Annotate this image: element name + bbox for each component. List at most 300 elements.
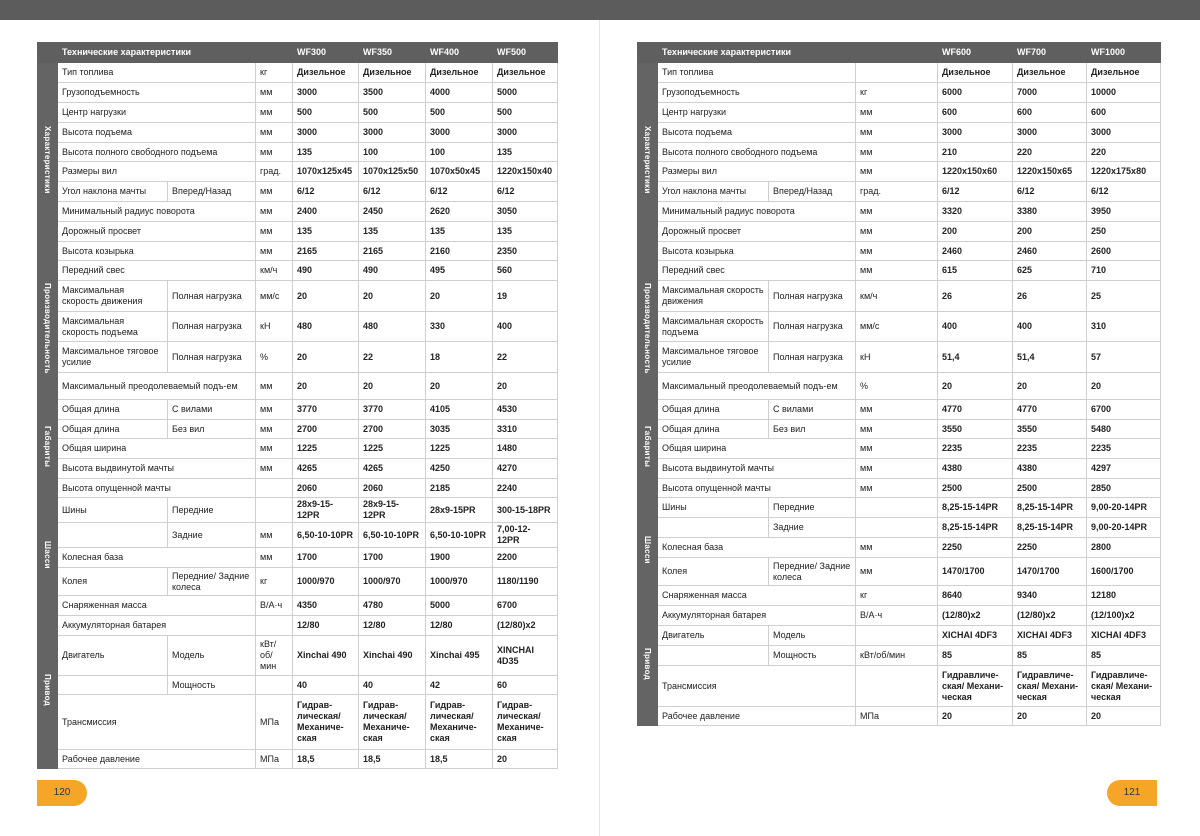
spec-row xyxy=(638,373,1161,400)
value-cell: 400 xyxy=(938,312,1013,342)
param-condition: Полная нагрузка xyxy=(769,281,856,312)
unit-cell xyxy=(856,498,938,518)
value-cell: 3050 xyxy=(493,202,558,222)
value-cell: 85 xyxy=(1013,646,1087,666)
unit-cell: мм xyxy=(256,123,293,143)
value-cell: 135 xyxy=(426,222,493,242)
param-name: Угол наклона мачты xyxy=(58,182,168,202)
value-cell: Гидравличе-ская/ Механи-ческая xyxy=(938,666,1013,707)
unit-cell: мм xyxy=(856,103,938,123)
value-cell: 2185 xyxy=(426,479,493,498)
spec-row xyxy=(638,261,1161,281)
page-number: 121 xyxy=(1107,780,1157,806)
unit-cell: кН xyxy=(856,342,938,373)
spec-row xyxy=(38,459,558,479)
page-right xyxy=(600,20,1200,836)
value-cell: XICHAI 4DF3 xyxy=(938,626,1013,646)
unit-cell: км/ч xyxy=(856,281,938,312)
param-name: Максимальная скорость движения xyxy=(58,281,168,312)
unit-cell: мм xyxy=(856,202,938,222)
header-unit xyxy=(256,43,293,63)
value-cell: 3000 xyxy=(938,123,1013,143)
value-cell: 3770 xyxy=(359,400,426,420)
unit-cell: мм xyxy=(856,242,938,261)
value-cell: 3000 xyxy=(293,83,359,103)
value-cell: Гидрав-лическая/ Механиче-ская xyxy=(359,695,426,750)
spec-row xyxy=(38,312,558,342)
param-condition: Мощность xyxy=(769,646,856,666)
model-header: WF500 xyxy=(493,43,558,63)
value-cell: 20 xyxy=(426,281,493,312)
param-name: Шины xyxy=(658,498,769,518)
spec-row xyxy=(638,281,1161,312)
spec-row xyxy=(638,103,1161,123)
param-name: Общая ширина xyxy=(58,439,256,459)
value-cell: 6/12 xyxy=(938,182,1013,202)
value-cell: 20 xyxy=(493,373,558,400)
value-cell: 9,00-20-14PR xyxy=(1087,498,1161,518)
param-condition: Задние xyxy=(168,523,256,548)
section-label-text: Габариты xyxy=(43,426,52,468)
value-cell: 3035 xyxy=(426,420,493,439)
value-cell: 6/12 xyxy=(359,182,426,202)
spec-row xyxy=(638,479,1161,498)
value-cell: 4265 xyxy=(293,459,359,479)
spec-table-right xyxy=(637,42,1161,726)
value-cell: 135 xyxy=(293,143,359,162)
value-cell: 6,50-10-10PR xyxy=(293,523,359,548)
header-row xyxy=(638,43,1161,63)
value-cell: 85 xyxy=(938,646,1013,666)
value-cell: 330 xyxy=(426,312,493,342)
param-name: Рабочее давление xyxy=(658,707,856,726)
value-cell: 710 xyxy=(1087,261,1161,281)
value-cell: Дизельное xyxy=(359,63,426,83)
spec-row xyxy=(638,707,1161,726)
value-cell: 1070x125x45 xyxy=(293,162,359,182)
value-cell: 6000 xyxy=(938,83,1013,103)
spec-row xyxy=(38,63,558,83)
top-bar xyxy=(0,0,1200,20)
value-cell: 2450 xyxy=(359,202,426,222)
value-cell: 500 xyxy=(426,103,493,123)
value-cell: 210 xyxy=(938,143,1013,162)
param-name: Высота полного свободного подъема xyxy=(658,143,856,162)
value-cell: 200 xyxy=(1013,222,1087,242)
param-condition: Полная нагрузка xyxy=(168,281,256,312)
value-cell: 2235 xyxy=(1013,439,1087,459)
model-header: WF700 xyxy=(1013,43,1087,63)
value-cell: Дизельное xyxy=(426,63,493,83)
param-name: Высота подъема xyxy=(658,123,856,143)
value-cell: 12/80 xyxy=(359,616,426,636)
value-cell: 220 xyxy=(1087,143,1161,162)
param-name: Угол наклона мачты xyxy=(658,182,769,202)
spec-row xyxy=(638,459,1161,479)
value-cell: 28x9-15PR xyxy=(426,498,493,523)
spec-row xyxy=(38,439,558,459)
value-cell: 2700 xyxy=(359,420,426,439)
value-cell: Xinchai 495 xyxy=(426,636,493,676)
value-cell: Гидрав-лическая/ Механиче-ская xyxy=(426,695,493,750)
spec-row xyxy=(638,518,1161,538)
value-cell: 2460 xyxy=(1013,242,1087,261)
value-cell: 3950 xyxy=(1087,202,1161,222)
param-condition: Передние/ Задние колеса xyxy=(769,558,856,586)
param-name: Общая длина xyxy=(658,420,769,439)
spec-row xyxy=(638,202,1161,222)
spec-row xyxy=(638,626,1161,646)
value-cell: 57 xyxy=(1087,342,1161,373)
value-cell: 4770 xyxy=(1013,400,1087,420)
value-cell: 4780 xyxy=(359,596,426,616)
unit-cell: МПа xyxy=(256,750,293,769)
param-name: Тип топлива xyxy=(58,63,256,83)
spec-row xyxy=(38,676,558,695)
param-name: Максимальный преодолеваемый подъ-ем xyxy=(658,373,856,400)
section-label xyxy=(638,261,658,400)
value-cell: 1900 xyxy=(426,548,493,568)
value-cell: 9,00-20-14PR xyxy=(1087,518,1161,538)
param-name: Максимальная скорость подъема xyxy=(58,312,168,342)
value-cell: 6/12 xyxy=(1013,182,1087,202)
page-left xyxy=(0,20,600,836)
model-header: WF600 xyxy=(938,43,1013,63)
value-cell: 400 xyxy=(1013,312,1087,342)
value-cell: 1225 xyxy=(426,439,493,459)
value-cell: 7000 xyxy=(1013,83,1087,103)
value-cell: 85 xyxy=(1087,646,1161,666)
param-condition: Передние xyxy=(769,498,856,518)
param-condition: Полная нагрузка xyxy=(769,312,856,342)
value-cell: 2250 xyxy=(938,538,1013,558)
param-name: Высота полного свободного подъема xyxy=(58,143,256,162)
value-cell: 250 xyxy=(1087,222,1161,242)
value-cell: 310 xyxy=(1087,312,1161,342)
section-label-text: Характеристики xyxy=(643,126,652,194)
unit-cell xyxy=(256,616,293,636)
value-cell: 1070x50x45 xyxy=(426,162,493,182)
header-corner xyxy=(638,43,658,63)
param-name: Высота козырька xyxy=(58,242,256,261)
value-cell: 480 xyxy=(293,312,359,342)
spec-row xyxy=(38,222,558,242)
section-label-text: Габариты xyxy=(643,426,652,468)
value-cell: 1700 xyxy=(293,548,359,568)
unit-cell xyxy=(856,63,938,83)
value-cell: 1480 xyxy=(493,439,558,459)
value-cell: 4000 xyxy=(426,83,493,103)
value-cell: 3000 xyxy=(426,123,493,143)
value-cell: 12180 xyxy=(1087,586,1161,606)
param-name: Минимальный радиус поворота xyxy=(58,202,256,222)
value-cell: 1600/1700 xyxy=(1087,558,1161,586)
value-cell: 1000/970 xyxy=(293,568,359,596)
spec-row xyxy=(38,123,558,143)
param-name: Высота опущенной мачты xyxy=(58,479,256,498)
unit-cell: град. xyxy=(856,182,938,202)
section-label xyxy=(38,261,58,400)
value-cell: 400 xyxy=(493,312,558,342)
header-row xyxy=(38,43,558,63)
section-label-text: Характеристики xyxy=(43,126,52,194)
param-condition: С вилами xyxy=(769,400,856,420)
value-cell: 600 xyxy=(1087,103,1161,123)
value-cell: 1220x150x60 xyxy=(938,162,1013,182)
value-cell: 1470/1700 xyxy=(1013,558,1087,586)
value-cell: (12/80)x2 xyxy=(493,616,558,636)
value-cell: (12/80)x2 xyxy=(938,606,1013,626)
param-name: Максимальное тяговое усилие xyxy=(58,342,168,373)
value-cell: 600 xyxy=(1013,103,1087,123)
spec-row xyxy=(38,568,558,596)
value-cell: 20 xyxy=(293,342,359,373)
unit-cell: мм xyxy=(856,439,938,459)
value-cell: 3320 xyxy=(938,202,1013,222)
spec-row xyxy=(38,596,558,616)
value-cell: 20 xyxy=(938,707,1013,726)
param-name: Грузоподъемность xyxy=(58,83,256,103)
value-cell: 4530 xyxy=(493,400,558,420)
param-condition: Вперед/Назад xyxy=(769,182,856,202)
value-cell: 4770 xyxy=(938,400,1013,420)
value-cell: 2200 xyxy=(493,548,558,568)
value-cell: 6,50-10-10PR xyxy=(359,523,426,548)
value-cell: 135 xyxy=(493,143,558,162)
value-cell: Дизельное xyxy=(1087,63,1161,83)
unit-cell xyxy=(256,498,293,523)
value-cell: 2060 xyxy=(359,479,426,498)
unit-cell: град. xyxy=(256,162,293,182)
unit-cell: В/А·ч xyxy=(256,596,293,616)
spec-row xyxy=(38,479,558,498)
param-name: Высота опущенной мачты xyxy=(658,479,856,498)
param-name: Рабочее давление xyxy=(58,750,256,769)
value-cell: 5000 xyxy=(493,83,558,103)
param-name xyxy=(658,518,769,538)
spec-row xyxy=(638,182,1161,202)
value-cell: 25 xyxy=(1087,281,1161,312)
spec-row xyxy=(38,202,558,222)
param-name: Передний свес xyxy=(58,261,256,281)
param-condition: Вперед/Назад xyxy=(168,182,256,202)
value-cell: Гидравличе-ская/ Механи-ческая xyxy=(1087,666,1161,707)
section-label xyxy=(38,63,58,261)
param-condition: Модель xyxy=(769,626,856,646)
param-condition: Без вил xyxy=(168,420,256,439)
value-cell: 40 xyxy=(293,676,359,695)
value-cell: XICHAI 4DF3 xyxy=(1013,626,1087,646)
param-name: Передний свес xyxy=(658,261,856,281)
value-cell: 20 xyxy=(359,373,426,400)
section-label xyxy=(38,498,58,616)
spec-row xyxy=(638,646,1161,666)
value-cell: 2500 xyxy=(938,479,1013,498)
spec-row xyxy=(638,242,1161,261)
spec-row xyxy=(638,606,1161,626)
value-cell: 51,4 xyxy=(938,342,1013,373)
section-label xyxy=(38,400,58,498)
value-cell: 18,5 xyxy=(426,750,493,769)
unit-cell: мм xyxy=(256,373,293,400)
value-cell: 3380 xyxy=(1013,202,1087,222)
spec-row xyxy=(638,538,1161,558)
value-cell: 8,25-15-14PR xyxy=(938,498,1013,518)
value-cell: 4265 xyxy=(359,459,426,479)
spec-row xyxy=(38,261,558,281)
unit-cell: кг xyxy=(256,63,293,83)
spec-row xyxy=(38,695,558,750)
spec-row xyxy=(638,586,1161,606)
spec-row xyxy=(638,342,1161,373)
value-cell: 6700 xyxy=(1087,400,1161,420)
value-cell: 2500 xyxy=(1013,479,1087,498)
unit-cell: мм xyxy=(256,439,293,459)
value-cell: 6/12 xyxy=(493,182,558,202)
value-cell: 12/80 xyxy=(426,616,493,636)
unit-cell: мм xyxy=(856,162,938,182)
param-name: Двигатель xyxy=(58,636,168,676)
value-cell: 2620 xyxy=(426,202,493,222)
spec-row xyxy=(38,548,558,568)
param-name: Общая длина xyxy=(58,400,168,420)
param-name: Трансмиссия xyxy=(58,695,256,750)
unit-cell xyxy=(256,676,293,695)
param-name: Высота подъема xyxy=(58,123,256,143)
value-cell: 8640 xyxy=(938,586,1013,606)
value-cell: 1225 xyxy=(293,439,359,459)
value-cell: 490 xyxy=(293,261,359,281)
param-name: Максимальное тяговое усилие xyxy=(658,342,769,373)
spec-row xyxy=(38,83,558,103)
value-cell: Xinchai 490 xyxy=(293,636,359,676)
param-name: Размеры вил xyxy=(58,162,256,182)
value-cell: 10000 xyxy=(1087,83,1161,103)
section-label xyxy=(638,498,658,606)
unit-cell xyxy=(856,666,938,707)
param-name: Снаряженная масса xyxy=(658,586,856,606)
unit-cell: мм xyxy=(256,400,293,420)
value-cell: 5000 xyxy=(426,596,493,616)
unit-cell: мм xyxy=(256,548,293,568)
value-cell: Дизельное xyxy=(938,63,1013,83)
param-name: Высота козырька xyxy=(658,242,856,261)
param-name: Трансмиссия xyxy=(658,666,856,707)
spec-row xyxy=(38,182,558,202)
value-cell: 6/12 xyxy=(1087,182,1161,202)
value-cell: 1220x175x80 xyxy=(1087,162,1161,182)
unit-cell: мм xyxy=(256,523,293,548)
param-name xyxy=(658,646,769,666)
value-cell: 18,5 xyxy=(293,750,359,769)
unit-cell: мм xyxy=(856,459,938,479)
unit-cell: % xyxy=(856,373,938,400)
value-cell: 2600 xyxy=(1087,242,1161,261)
unit-cell: МПа xyxy=(256,695,293,750)
param-condition: Мощность xyxy=(168,676,256,695)
value-cell: Гидравличе-ская/ Механи-ческая xyxy=(1013,666,1087,707)
value-cell: 6/12 xyxy=(426,182,493,202)
value-cell: 3000 xyxy=(493,123,558,143)
unit-cell: мм xyxy=(856,479,938,498)
unit-cell: км/ч xyxy=(256,261,293,281)
spec-row xyxy=(38,143,558,162)
param-condition: Передние/ Задние колеса xyxy=(168,568,256,596)
value-cell: 480 xyxy=(359,312,426,342)
value-cell: Гидрав-лическая/ Механиче-ская xyxy=(493,695,558,750)
spec-row xyxy=(38,373,558,400)
param-name: Общая ширина xyxy=(658,439,856,459)
value-cell: 22 xyxy=(493,342,558,373)
value-cell: 1000/970 xyxy=(359,568,426,596)
spec-row xyxy=(638,83,1161,103)
value-cell: 60 xyxy=(493,676,558,695)
unit-cell: мм xyxy=(256,103,293,123)
value-cell: 2235 xyxy=(938,439,1013,459)
value-cell: 20 xyxy=(426,373,493,400)
value-cell: 2800 xyxy=(1087,538,1161,558)
value-cell: 2700 xyxy=(293,420,359,439)
value-cell: 500 xyxy=(493,103,558,123)
value-cell: 1220x150x65 xyxy=(1013,162,1087,182)
param-name: Дорожный просвет xyxy=(58,222,256,242)
value-cell: 20 xyxy=(1087,373,1161,400)
spec-row xyxy=(638,558,1161,586)
unit-cell: кН xyxy=(256,312,293,342)
section-label xyxy=(638,606,658,726)
spec-row xyxy=(38,400,558,420)
spec-row xyxy=(638,123,1161,143)
value-cell: Дизельное xyxy=(293,63,359,83)
model-header: WF300 xyxy=(293,43,359,63)
param-name: Колея xyxy=(658,558,769,586)
unit-cell xyxy=(256,479,293,498)
section-label xyxy=(638,400,658,498)
param-name: Колесная база xyxy=(658,538,856,558)
unit-cell: мм xyxy=(256,222,293,242)
spec-row xyxy=(638,143,1161,162)
spec-table-left xyxy=(37,42,558,769)
value-cell: 625 xyxy=(1013,261,1087,281)
unit-cell: мм xyxy=(256,182,293,202)
spec-row xyxy=(638,439,1161,459)
value-cell: 20 xyxy=(1087,707,1161,726)
param-name: Высота выдвинутой мачты xyxy=(658,459,856,479)
unit-cell: мм xyxy=(856,123,938,143)
value-cell: 2160 xyxy=(426,242,493,261)
table-title: Технические характеристики xyxy=(58,43,256,63)
value-cell: 220 xyxy=(1013,143,1087,162)
value-cell: 3500 xyxy=(359,83,426,103)
value-cell: (12/100)x2 xyxy=(1087,606,1161,626)
value-cell: Дизельное xyxy=(1013,63,1087,83)
param-condition: Полная нагрузка xyxy=(769,342,856,373)
value-cell: 3550 xyxy=(1013,420,1087,439)
value-cell: 20 xyxy=(938,373,1013,400)
param-name: Снаряженная масса xyxy=(58,596,256,616)
unit-cell: % xyxy=(256,342,293,373)
value-cell: Xinchai 490 xyxy=(359,636,426,676)
value-cell: 200 xyxy=(938,222,1013,242)
param-name xyxy=(58,523,168,548)
section-label-text: Привод xyxy=(643,647,652,681)
value-cell: 300-15-18PR xyxy=(493,498,558,523)
value-cell: 1470/1700 xyxy=(938,558,1013,586)
value-cell: 490 xyxy=(359,261,426,281)
value-cell: 20 xyxy=(1013,373,1087,400)
value-cell: 12/80 xyxy=(293,616,359,636)
value-cell: 1225 xyxy=(359,439,426,459)
